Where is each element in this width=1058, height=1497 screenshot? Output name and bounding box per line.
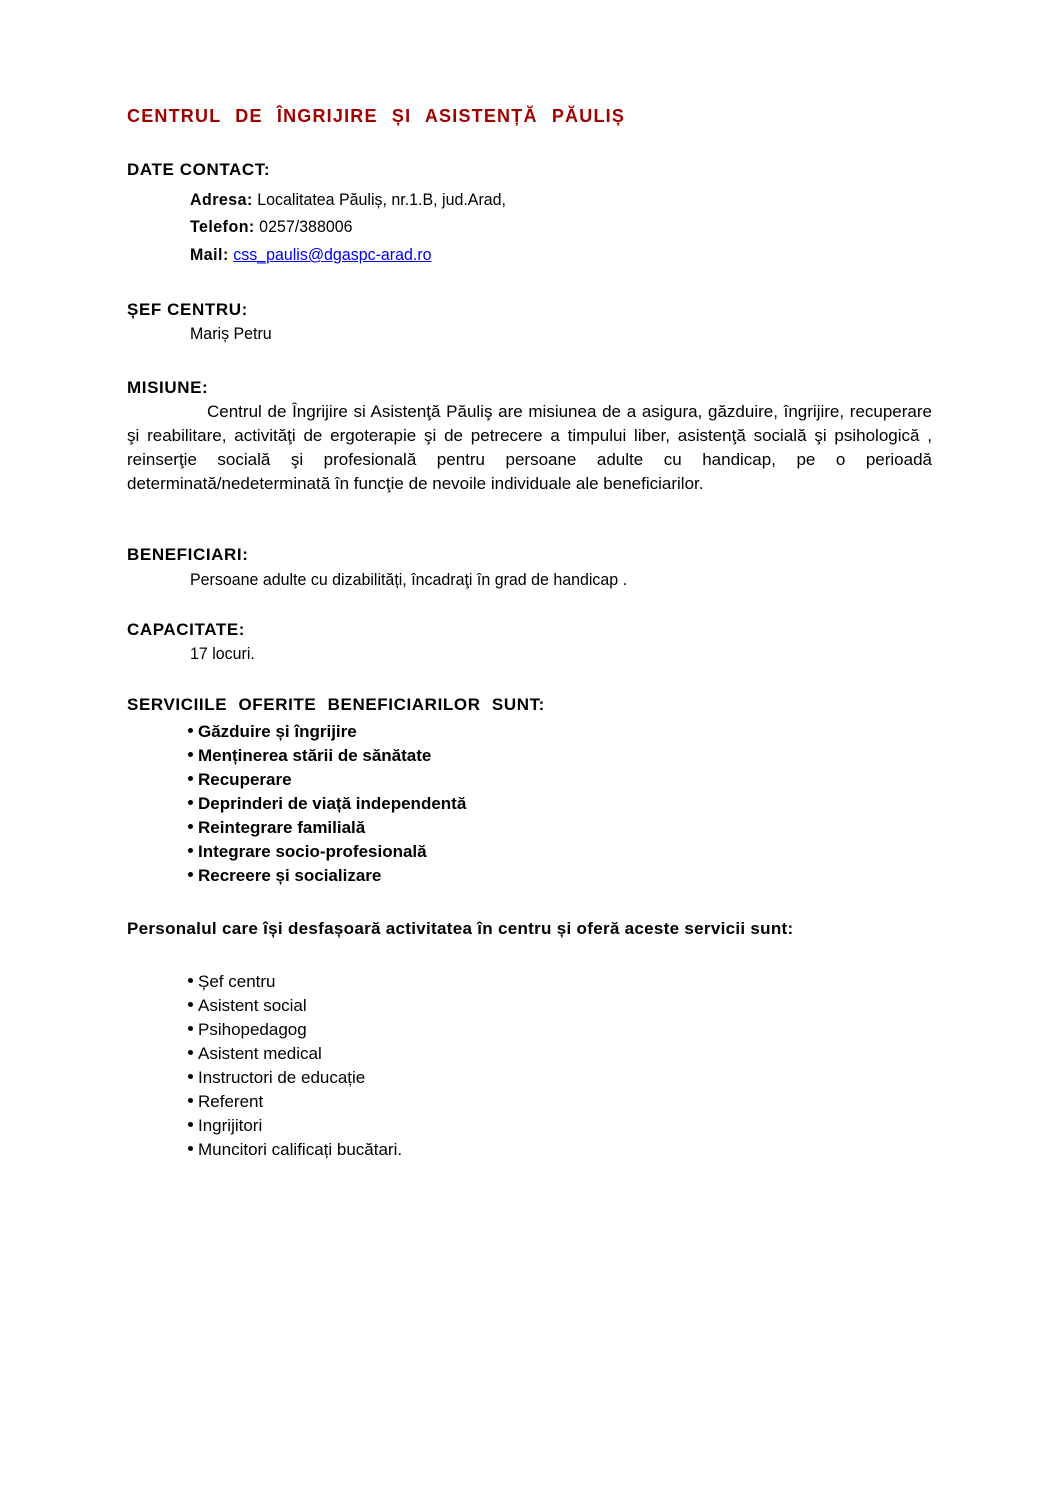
beneficiaries-text: Persoane adulte cu dizabilități, încadraţi în grad de handicap . xyxy=(190,570,628,589)
service-label: Recreere și socializare xyxy=(198,866,382,885)
staff-item xyxy=(188,970,402,994)
bullet-icon xyxy=(188,824,193,829)
bullet-icon xyxy=(188,776,193,781)
bullet-icon xyxy=(188,978,193,983)
address-line xyxy=(190,190,506,210)
staff-label: Asistent medical xyxy=(198,1044,322,1063)
phone-label: Telefon: xyxy=(190,217,255,236)
service-label: Integrare socio-profesională xyxy=(198,842,427,861)
service-item xyxy=(188,768,466,792)
mission-text-block xyxy=(127,400,932,496)
address-label: Adresa: xyxy=(190,190,253,209)
staff-heading: Personalul care își desfașoară activitatea în centru și oferă aceste servicii sunt: xyxy=(127,919,794,938)
bullet-icon xyxy=(188,728,193,733)
head-of-center-heading: ȘEF CENTRU: xyxy=(127,300,248,319)
staff-list xyxy=(188,970,402,1162)
staff-item xyxy=(188,1066,402,1090)
staff-item xyxy=(188,1138,402,1162)
staff-label: Muncitori calificați bucătari. xyxy=(198,1140,403,1159)
staff-label: Asistent social xyxy=(198,996,307,1015)
beneficiaries-heading: BENEFICIARI: xyxy=(127,545,249,564)
mail-line xyxy=(190,245,432,265)
staff-label: Instructori de educație xyxy=(198,1068,366,1087)
bullet-icon xyxy=(188,800,193,805)
staff-item xyxy=(188,1114,402,1138)
bullet-icon xyxy=(188,1026,193,1031)
service-item xyxy=(188,744,466,768)
staff-item xyxy=(188,1090,402,1114)
staff-label: Ingrijitori xyxy=(198,1116,263,1135)
staff-label: Psihopedagog xyxy=(198,1020,307,1039)
contact-heading: DATE CONTACT: xyxy=(127,160,271,179)
mail-label: Mail: xyxy=(190,245,229,264)
phone-value: 0257/388006 xyxy=(259,217,353,236)
mail-link[interactable]: css_paulis@dgaspc-arad.ro xyxy=(233,245,432,264)
service-item xyxy=(188,720,466,744)
services-list xyxy=(188,720,466,888)
bullet-icon xyxy=(188,1074,193,1079)
service-item xyxy=(188,816,466,840)
phone-line xyxy=(190,217,353,237)
document-title: CENTRUL DE ÎNGRIJIRE ȘI ASISTENȚĂ PĂULIȘ xyxy=(127,106,626,126)
staff-label: Referent xyxy=(198,1092,264,1111)
staff-item xyxy=(188,1042,402,1066)
staff-label: Șef centru xyxy=(198,972,276,991)
mission-heading: MISIUNE: xyxy=(127,378,209,397)
bullet-icon xyxy=(188,1146,193,1151)
service-item xyxy=(188,840,466,864)
address-value: Localitatea Păuliș, nr.1.B, jud.Arad, xyxy=(257,190,506,209)
staff-item xyxy=(188,1018,402,1042)
bullet-icon xyxy=(188,1098,193,1103)
bullet-icon xyxy=(188,848,193,853)
bullet-icon xyxy=(188,1122,193,1127)
service-label: Deprinderi de viață independentă xyxy=(198,794,467,813)
service-item xyxy=(188,864,466,888)
bullet-icon xyxy=(188,872,193,877)
service-item xyxy=(188,792,466,816)
service-label: Menținerea stării de sănătate xyxy=(198,746,432,765)
capacity-heading: CAPACITATE: xyxy=(127,620,246,639)
staff-item xyxy=(188,994,402,1018)
bullet-icon xyxy=(188,1002,193,1007)
mission-text: Centrul de Îngrijire si Asistenţă Păuliş are misiunea de a asigura, găzduire, îngrijire, recuperare şi reabilitare, activităţi de ergoterapie şi de petrecere a timpului liber, asistenţă socială şi psihologică , reinserţie socială şi profesională pentru persoane adulte cu handicap, pe o perioadă determinată/nedeterminată în funcţie de nevoile individuale ale beneficiarilor. xyxy=(127,402,932,493)
service-label: Reintegrare familială xyxy=(198,818,366,837)
service-label: Recuperare xyxy=(198,770,292,789)
services-heading: SERVICIILE OFERITE BENEFICIARILOR SUNT: xyxy=(127,695,545,714)
head-of-center-name: Mariș Petru xyxy=(190,324,272,343)
bullet-icon xyxy=(188,752,193,757)
capacity-text: 17 locuri. xyxy=(190,644,255,663)
service-label: Găzduire și îngrijire xyxy=(198,722,357,741)
bullet-icon xyxy=(188,1050,193,1055)
